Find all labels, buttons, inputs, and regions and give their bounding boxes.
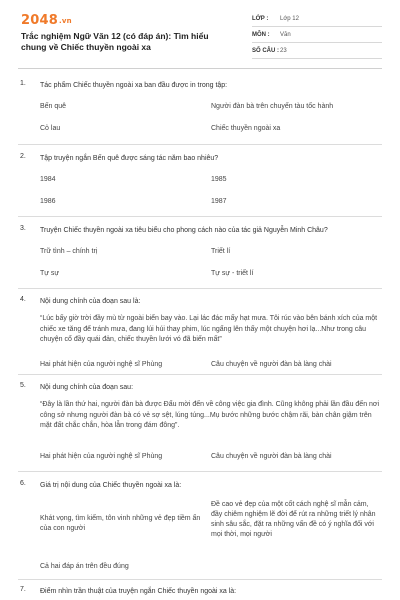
option-d[interactable]: 1987 [211,198,227,205]
question-text: Giá trị nội dung của Chiếc thuyền ngoài xa là: [40,482,182,489]
question-text: Tập truyện ngắn Bến quê được sáng tác năm bao nhiêu? [40,155,219,162]
meta-table [252,11,382,59]
question-text: Điểm nhìn trần thuật của truyện ngắn Chiếc thuyền ngoài xa là: [40,588,237,595]
question-text: Truyện Chiếc thuyền ngoài xa tiêu biểu cho phong cách nào của tác giả Nguyễn Minh Châu? [40,227,328,234]
question-divider [18,471,382,472]
page-title: Trắc nghiệm Ngữ Văn 12 (có đáp án): Tìm hiểu chung về Chiếc thuyền ngoài xa [21,31,209,52]
question-text: Nội dung chính của đoạn sau là: [40,298,141,305]
option-b[interactable]: 1985 [211,176,227,183]
option-a[interactable]: Bến quê [40,103,67,110]
meta-value: Văn [280,31,291,38]
meta-key: LỚP : [252,15,269,22]
option-c[interactable]: Tự sự [40,270,60,277]
header-divider [18,68,382,69]
question-number: 6. [20,480,26,487]
question-number: 1. [20,80,26,87]
option-b[interactable]: Câu chuyện về người đàn bà làng chài [211,453,332,460]
question-text: Tác phẩm Chiếc thuyền ngoài xa ban đầu được in trong tập: [40,82,228,89]
meta-row-subject [252,27,382,43]
question-divider [18,579,382,580]
option-b[interactable]: Đề cao vẻ đẹp của một cốt cách nghệ sĩ mẫn cảm, đầy chiêm nghiệm lẽ đời để rút ra những triết lý nhân sinh sâu sắc, đặt ra những vấn đề có ý nghĩa đối với mọi thời, mọi người [211,501,376,538]
question-text: Nội dung chính của đoạn sau: [40,384,134,391]
option-a[interactable]: Trữ tình – chính trị [40,248,98,255]
meta-row-class [252,11,382,27]
logo-text: 2048 [21,13,58,28]
question-number: 5. [20,382,26,389]
option-a[interactable]: Khát vọng, tìm kiếm, tôn vinh những vẻ đẹp tiềm ẩn của con người [40,515,201,532]
option-b[interactable]: Triết lí [211,248,231,255]
option-a[interactable]: Hai phát hiện của người nghệ sĩ Phùng [40,453,163,460]
option-a[interactable]: Hai phát hiện của người nghệ sĩ Phùng [40,361,163,368]
question-divider [18,144,382,145]
meta-value: Lớp 12 [280,15,299,22]
question-divider [18,374,382,375]
quote-passage: “Lúc bấy giờ trời đầy mù từ ngoài biển bay vào. Lại lác đác mấy hạt mưa. Tôi rúc vào bên bánh xích của một chiếc xe tăng để tránh mưa, đang lúi húi thay phim, lúc ngẩng lên thấy một chuyện hơi lạ...Như trong câu chuyện cổ đầy quái đản, chiếc thuyền lưới vó đã biến mất” [40,315,378,343]
question-number: 2. [20,153,26,160]
meta-row-count [252,43,382,59]
meta-key: SỐ CÂU : [252,47,279,54]
question-number: 3. [20,225,26,232]
page-header [0,0,400,66]
meta-value: 23 [280,47,287,54]
option-d[interactable]: Chiếc thuyền ngoài xa [211,125,281,132]
option-d[interactable]: Tự sự - triết lí [211,270,254,277]
option-b[interactable]: Người đàn bà trên chuyến tàu tốc hành [211,103,334,110]
logo-suffix: .vn [58,17,72,25]
quote-passage: “Đây là lần thứ hai, người đàn bà được Đẩu mời đến về công việc gia đình. Cũng không phải lần đầu đến nơi công sở nhưng người đàn bà có vẻ sợ sệt, lúng túng...Mụ bước những bước chậm rãi, bàn chân giậm trên mặt đất chắc chắn, hòa lẫn trong đám đông”. [40,401,380,429]
question-divider [18,288,382,289]
meta-key: MÔN : [252,31,270,38]
option-b[interactable]: Câu chuyện về người đàn bà làng chài [211,361,332,368]
site-logo[interactable] [21,13,72,28]
option-a[interactable]: 1984 [40,176,56,183]
option-c[interactable]: 1986 [40,198,56,205]
option-c[interactable]: Cỏ lau [40,125,61,132]
question-number: 4. [20,296,26,303]
question-divider [18,216,382,217]
option-c[interactable]: Cả hai đáp án trên đều đúng [40,563,129,570]
question-number: 7. [20,586,26,593]
